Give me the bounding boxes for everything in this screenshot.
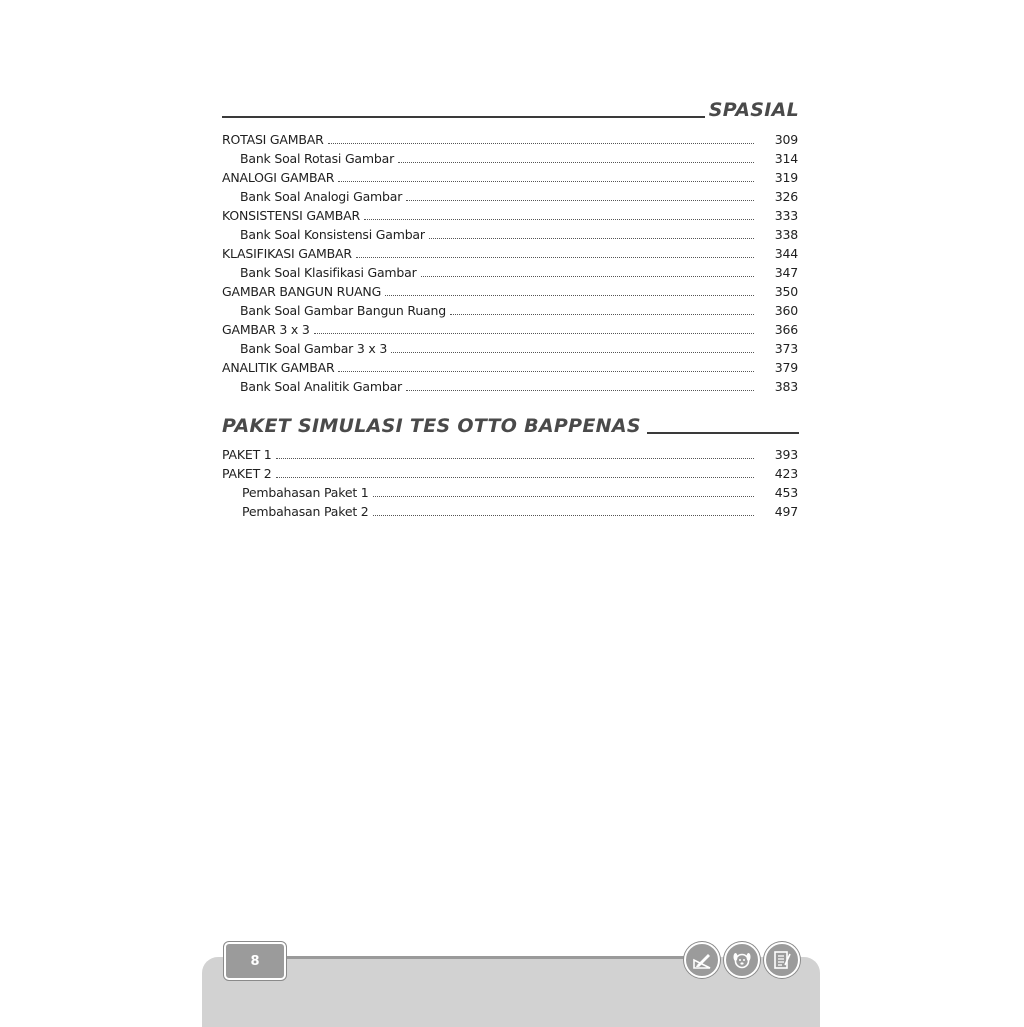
toc-entry[interactable] [222, 168, 798, 187]
page-number-badge [224, 942, 286, 980]
dot-leader [373, 495, 754, 497]
toc-entry-page: 360 [774, 303, 798, 318]
toc-entry-page: 326 [774, 189, 798, 204]
dog-face-icon [724, 942, 760, 978]
toc-entry-label: Bank Soal Rotasi Gambar [240, 151, 395, 166]
toc-entry[interactable] [222, 225, 798, 244]
dot-leader [276, 457, 754, 459]
dot-leader [338, 180, 754, 182]
document-icon [764, 942, 800, 978]
toc-entry[interactable] [222, 244, 798, 263]
toc-entry[interactable] [222, 358, 798, 377]
toc-entry-label: Bank Soal Gambar 3 x 3 [240, 341, 388, 356]
toc-entry-label: PAKET 1 [222, 447, 272, 462]
page-number: 8 [250, 953, 260, 969]
toc-entry-page: 333 [774, 208, 798, 223]
toc-entry[interactable] [222, 282, 798, 301]
toc-entry-page: 350 [774, 284, 798, 299]
toc-entry[interactable] [222, 301, 798, 320]
dot-leader [338, 370, 754, 372]
toc-entry-label: Bank Soal Analogi Gambar [240, 189, 403, 204]
toc-list-paket [222, 445, 798, 521]
toc-entry-label: ANALOGI GAMBAR [222, 170, 335, 185]
toc-entry[interactable] [222, 339, 798, 358]
toc-entry-page: 344 [774, 246, 798, 261]
dot-leader [385, 294, 754, 296]
section-heading-paket-simulasi [222, 410, 799, 436]
toc-entry-page: 393 [774, 447, 798, 462]
toc-entry[interactable] [222, 320, 798, 339]
section-title: SPASIAL [708, 99, 799, 121]
toc-entry[interactable] [222, 187, 798, 206]
dot-leader [450, 313, 754, 315]
dot-leader [314, 332, 754, 334]
pencil-ruler-icon [684, 942, 720, 978]
toc-entry[interactable] [222, 377, 798, 396]
toc-entry-label: Bank Soal Klasifikasi Gambar [240, 265, 417, 280]
toc-entry-page: 338 [774, 227, 798, 242]
toc-entry-label: ROTASI GAMBAR [222, 132, 324, 147]
toc-entry-label: GAMBAR 3 x 3 [222, 322, 310, 337]
heading-rule [647, 432, 799, 434]
toc-entry[interactable] [222, 263, 798, 282]
footer-line [284, 956, 684, 959]
dot-leader [276, 476, 754, 478]
toc-entry[interactable] [222, 445, 798, 464]
toc-entry[interactable] [222, 483, 798, 502]
section-heading-spasial [222, 94, 799, 120]
dot-leader [398, 161, 754, 163]
toc-entry-page: 383 [774, 379, 798, 394]
toc-list-spasial [222, 130, 798, 396]
toc-entry-label: Bank Soal Gambar Bangun Ruang [240, 303, 446, 318]
toc-entry[interactable] [222, 206, 798, 225]
dot-leader [356, 256, 754, 258]
dot-leader [421, 275, 754, 277]
toc-entry-label: Bank Soal Konsistensi Gambar [240, 227, 425, 242]
toc-entry-label: GAMBAR BANGUN RUANG [222, 284, 382, 299]
heading-rule [222, 116, 705, 118]
dot-leader [364, 218, 754, 220]
toc-entry-label: ANALITIK GAMBAR [222, 360, 335, 375]
toc-entry[interactable] [222, 149, 798, 168]
toc-entry-page: 309 [774, 132, 798, 147]
section-title: PAKET SIMULASI TES OTTO BAPPENAS [222, 415, 641, 437]
toc-entry-page: 423 [774, 466, 798, 481]
toc-entry-label: KONSISTENSI GAMBAR [222, 208, 360, 223]
toc-entry-page: 347 [774, 265, 798, 280]
dot-leader [406, 389, 754, 391]
dot-leader [406, 199, 754, 201]
toc-entry-page: 373 [774, 341, 798, 356]
dot-leader [328, 142, 754, 144]
toc-entry-label: Bank Soal Analitik Gambar [240, 379, 402, 394]
toc-entry-page: 379 [774, 360, 798, 375]
toc-entry-label: Pembahasan Paket 1 [242, 485, 369, 500]
toc-entry-label: PAKET 2 [222, 466, 272, 481]
toc-entry-page: 453 [774, 485, 798, 500]
dot-leader [429, 237, 754, 239]
toc-entry-label: Pembahasan Paket 2 [242, 504, 369, 519]
toc-entry[interactable] [222, 130, 798, 149]
toc-entry[interactable] [222, 464, 798, 483]
toc-entry-page: 497 [774, 504, 798, 519]
toc-entry-page: 366 [774, 322, 798, 337]
toc-entry-page: 319 [774, 170, 798, 185]
toc-entry[interactable] [222, 502, 798, 521]
dot-leader [373, 514, 754, 516]
dot-leader [391, 351, 754, 353]
toc-entry-page: 314 [774, 151, 798, 166]
toc-entry-label: KLASIFIKASI GAMBAR [222, 246, 352, 261]
